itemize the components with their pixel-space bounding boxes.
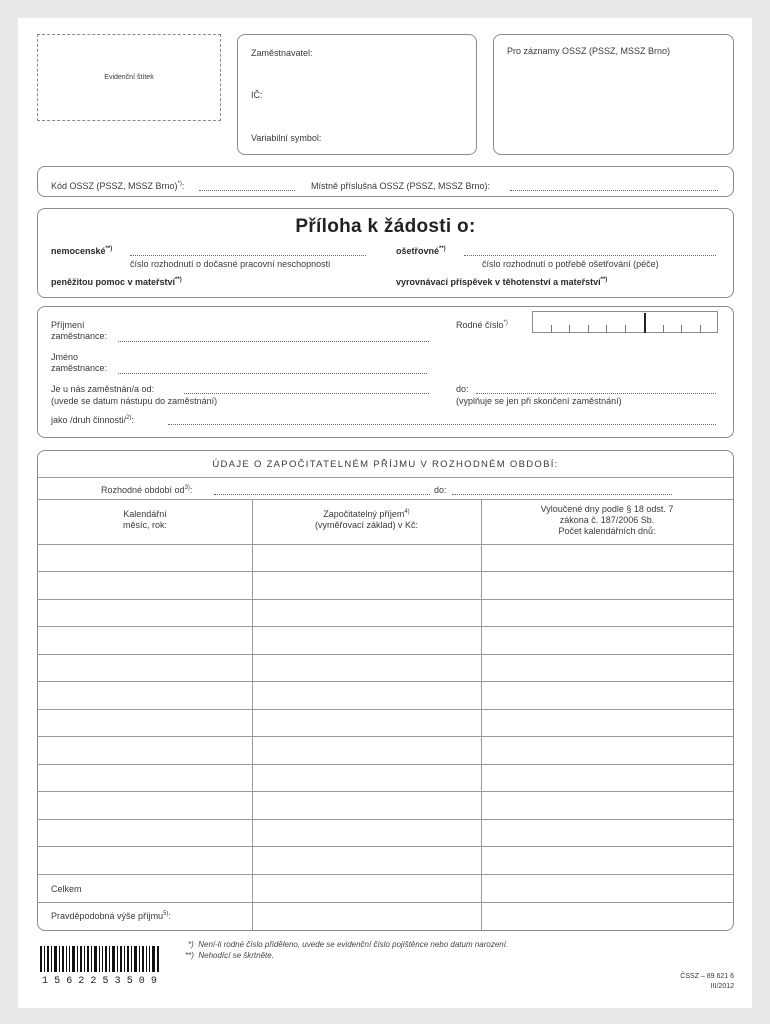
table-row[interactable] xyxy=(38,764,733,765)
heading-divider xyxy=(38,477,733,478)
barcode-bar xyxy=(109,946,110,972)
table-row[interactable] xyxy=(38,654,733,655)
local-ossz-field[interactable] xyxy=(510,190,718,191)
ossz-code-field[interactable] xyxy=(199,190,295,191)
barcode-bar xyxy=(69,946,70,972)
surname-field[interactable] xyxy=(118,341,429,342)
ossz-code-label: Kód OSSZ (PSSZ, MSSZ Brno)*): xyxy=(51,181,185,191)
maternity-option[interactable]: peněžitou pomoc v mateřství**) xyxy=(51,277,182,287)
column-divider xyxy=(252,499,253,930)
evidence-label-text: Evidenční štítek xyxy=(104,74,154,81)
table-row[interactable] xyxy=(38,571,733,572)
total-label: Celkem xyxy=(51,884,82,894)
local-ossz-label: Místně příslušná OSSZ (PSSZ, MSSZ Brno): xyxy=(311,181,491,191)
barcode-bar xyxy=(142,946,144,972)
to-field[interactable] xyxy=(476,393,716,394)
birth-number-tick xyxy=(569,325,570,333)
income-heading: ÚDAJE O ZAPOČITATELNÉM PŘÍJMU V ROZHODNÉM OBDOBÍ: xyxy=(212,459,559,470)
column-divider xyxy=(481,499,482,930)
employer-label: Zaměstnavatel: xyxy=(251,48,313,58)
employed-from-note: (uvede se datum nástupu do zaměstnání) xyxy=(51,396,218,406)
to-label: do: xyxy=(456,384,469,394)
to-note: (vyplňuje se jen při skončení zaměstnání) xyxy=(456,396,622,406)
period-label: Rozhodné období $od^{3)}$: xyxy=(101,485,193,495)
barcode-bar xyxy=(80,946,82,972)
form-code: ČSSZ – 89 621 6 xyxy=(680,973,734,980)
barcode-bar xyxy=(66,946,67,972)
ossz-records-label: Pro záznamy OSSZ (PSSZ, MSSZ Brno) xyxy=(507,46,671,56)
barcode-bar xyxy=(152,946,155,972)
employed-from-label: Je u nás zaměstnán/a od: xyxy=(51,384,155,394)
birth-number-tick xyxy=(700,325,701,333)
employed-from-field[interactable] xyxy=(184,393,429,394)
barcode-bar xyxy=(146,946,147,972)
barcode xyxy=(40,946,160,974)
barcode-bar xyxy=(87,946,89,972)
birth-number-tick xyxy=(588,325,589,333)
surname-label: Příjmení zaměstnance: xyxy=(51,320,108,341)
birth-number-tick xyxy=(625,325,626,333)
barcode-bar xyxy=(91,946,92,972)
probable-income-label: Pravděpodobná výše příjmu$^{5)}$: xyxy=(51,911,171,921)
sickness-option[interactable]: nemocenské**) xyxy=(51,246,113,256)
barcode-bar xyxy=(139,946,140,972)
care-field[interactable] xyxy=(464,255,716,256)
barcode-bar xyxy=(127,946,129,972)
barcode-bar xyxy=(77,946,78,972)
excluded-days-column-header: Vyloučené dny podle § 18 odst. 7 zákona č. 187/2006 Sb. Počet kalendářních dnů: xyxy=(540,504,674,536)
barcode-bar xyxy=(40,946,42,972)
activity-label: jako /druh činnosti/$^{2)}$: xyxy=(51,415,134,425)
birth-number-tick xyxy=(663,325,664,333)
table-row[interactable] xyxy=(38,819,733,820)
form-page xyxy=(18,18,752,1008)
table-row[interactable] xyxy=(38,599,733,600)
care-option[interactable]: ošetřovné**) xyxy=(396,246,446,256)
barcode-bar xyxy=(51,946,52,972)
activity-field[interactable] xyxy=(168,424,716,425)
barcode-bar xyxy=(72,946,75,972)
name-label: Jméno zaměstnance: xyxy=(51,352,108,373)
barcode-bar xyxy=(120,946,122,972)
care-note: číslo rozhodnutí o potřebě ošetřování (péče) xyxy=(482,259,659,269)
sickness-field[interactable] xyxy=(130,255,366,256)
period-to-field[interactable] xyxy=(452,494,672,495)
table-row[interactable] xyxy=(38,846,733,847)
compensation-option[interactable]: vyrovnávací příspěvek v těhotenství a mateřství**) xyxy=(396,277,608,287)
annex-title: Příloha k žádosti o: xyxy=(295,216,476,237)
table-row[interactable] xyxy=(38,709,733,710)
period-from-field[interactable] xyxy=(214,494,430,495)
table-row[interactable] xyxy=(38,791,733,792)
table-row[interactable] xyxy=(38,874,733,875)
barcode-bar xyxy=(157,946,159,972)
name-field[interactable] xyxy=(118,373,427,374)
barcode-bar xyxy=(44,946,45,972)
birth-number-tick xyxy=(681,325,682,333)
birth-number-label: Rodné číslo*) xyxy=(456,320,508,330)
birth-number-field[interactable] xyxy=(532,311,718,333)
birth-number-tick xyxy=(606,325,607,333)
sickness-note: číslo rozhodnutí o dočasné pracovní neschopnosti xyxy=(130,259,331,269)
barcode-bar xyxy=(59,946,60,972)
table-row[interactable] xyxy=(38,681,733,682)
barcode-bar xyxy=(117,946,118,972)
barcode-bar xyxy=(47,946,49,972)
barcode-bar xyxy=(62,946,64,972)
month-column-header: Kalendářní měsíc, rok: xyxy=(122,509,167,530)
barcode-bar xyxy=(124,946,125,972)
barcode-bar xyxy=(94,946,97,972)
period-to-label: do: xyxy=(434,485,447,495)
ic-label: IČ: xyxy=(251,90,263,100)
birth-number-tick xyxy=(551,325,552,333)
table-row[interactable] xyxy=(38,902,733,903)
table-row[interactable] xyxy=(38,736,733,737)
period-divider xyxy=(38,499,733,500)
table-row[interactable] xyxy=(38,626,733,627)
barcode-bar xyxy=(112,946,115,972)
form-version: III/2012 xyxy=(710,983,734,990)
barcode-bar xyxy=(134,946,137,972)
footnote-2: **) Nehodící se škrtněte. xyxy=(185,951,274,960)
barcode-bar xyxy=(102,946,103,972)
barcode-bar xyxy=(131,946,132,972)
barcode-bar xyxy=(54,946,57,972)
footnote-1: *) Není-li rodné číslo přiděleno, uvede se evidenční číslo pojištěnce nebo datum narození. xyxy=(188,940,509,949)
barcode-bar xyxy=(84,946,85,972)
table-row[interactable] xyxy=(38,544,733,545)
barcode-bar xyxy=(99,946,100,972)
barcode-bar xyxy=(149,946,150,972)
barcode-bar xyxy=(105,946,107,972)
barcode-number: 1562253509 xyxy=(42,976,164,987)
income-column-header: Započitatelný příjem$^{4)}$ (vyměřovací základ) v Kč: xyxy=(314,509,419,530)
variable-symbol-label: Variabilní symbol: xyxy=(251,133,322,143)
birth-number-separator xyxy=(644,313,646,333)
